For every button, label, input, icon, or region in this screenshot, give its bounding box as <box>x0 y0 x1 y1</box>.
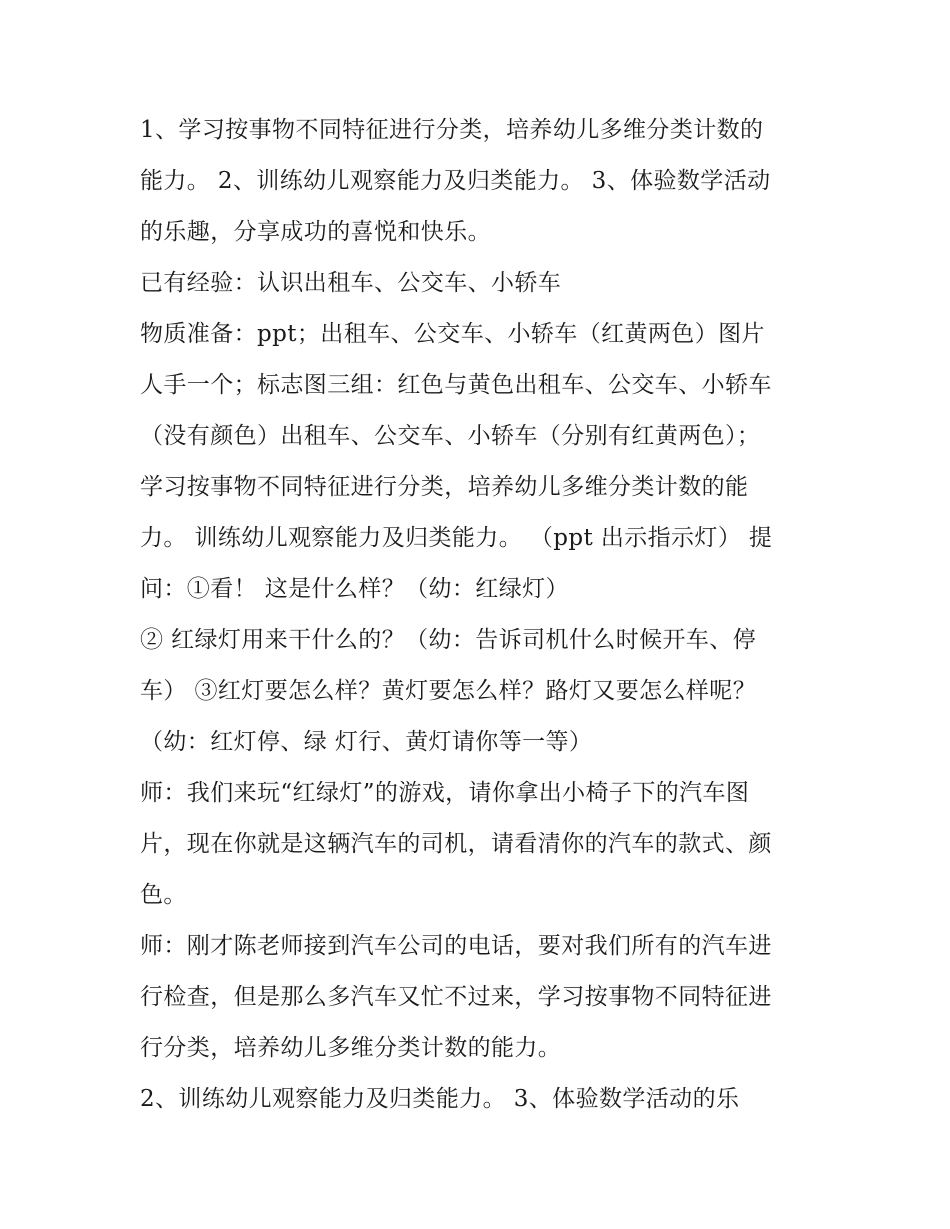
text-line: 行检查，但是那么多汽车又忙不过来，学习按事物不同特征进 <box>140 984 772 1010</box>
text-line: （幼：红灯停、绿 灯行、黄灯请你等一等） <box>140 729 593 755</box>
text-line: 的乐趣，分享成功的喜悦和快乐。 <box>140 219 491 245</box>
text-line: 色。 <box>140 882 187 908</box>
text-line: 学习按事物不同特征进行分类，培养幼儿多维分类计数的能 <box>140 474 749 500</box>
text-line: 已有经验：认识出租车、公交车、小轿车 <box>140 270 562 296</box>
document-body <box>140 105 820 1125</box>
text-line: 2、训练幼儿观察能力及归类能力。 3、体验数学活动的乐 <box>140 1086 740 1112</box>
text-line: 车） ③红灯要怎么样？黄灯要怎么样？路灯又要怎么样呢？ <box>140 678 757 704</box>
text-line: 能力。 2、训练幼儿观察能力及归类能力。 3、体验数学活动 <box>140 168 771 194</box>
text-line: 1、学习按事物不同特征进行分类，培养幼儿多维分类计数的 <box>140 117 764 143</box>
text-line: （没有颜色）出租车、公交车、小轿车（分别有红黄两色）； <box>140 423 761 449</box>
text-line: 力。 训练幼儿观察能力及归类能力。 （ppt 出示指示灯） 提 <box>140 525 773 551</box>
text-line: 片，现在你就是这辆汽车的司机，请看清你的汽车的款式、颜 <box>140 831 772 857</box>
text-line: 师：我们来玩“红绿灯”的游戏，请你拿出小椅子下的汽车图 <box>140 780 750 806</box>
text-line: 人手一个；标志图三组：红色与黄色出租车、公交车、小轿车 <box>140 372 772 398</box>
text-line: 物质准备：ppt；出租车、公交车、小轿车（红黄两色）图片 <box>140 321 765 347</box>
text-line: 行分类，培养幼儿多维分类计数的能力。 <box>140 1035 562 1061</box>
text-line: 师：刚才陈老师接到汽车公司的电话，要对我们所有的汽车进 <box>140 933 772 959</box>
text-line: 问：①看！ 这是什么样？（幼：红绿灯） <box>140 576 569 602</box>
text-line: ② 红绿灯用来干什么的？（幼：告诉司机什么时候开车、停 <box>140 627 757 653</box>
